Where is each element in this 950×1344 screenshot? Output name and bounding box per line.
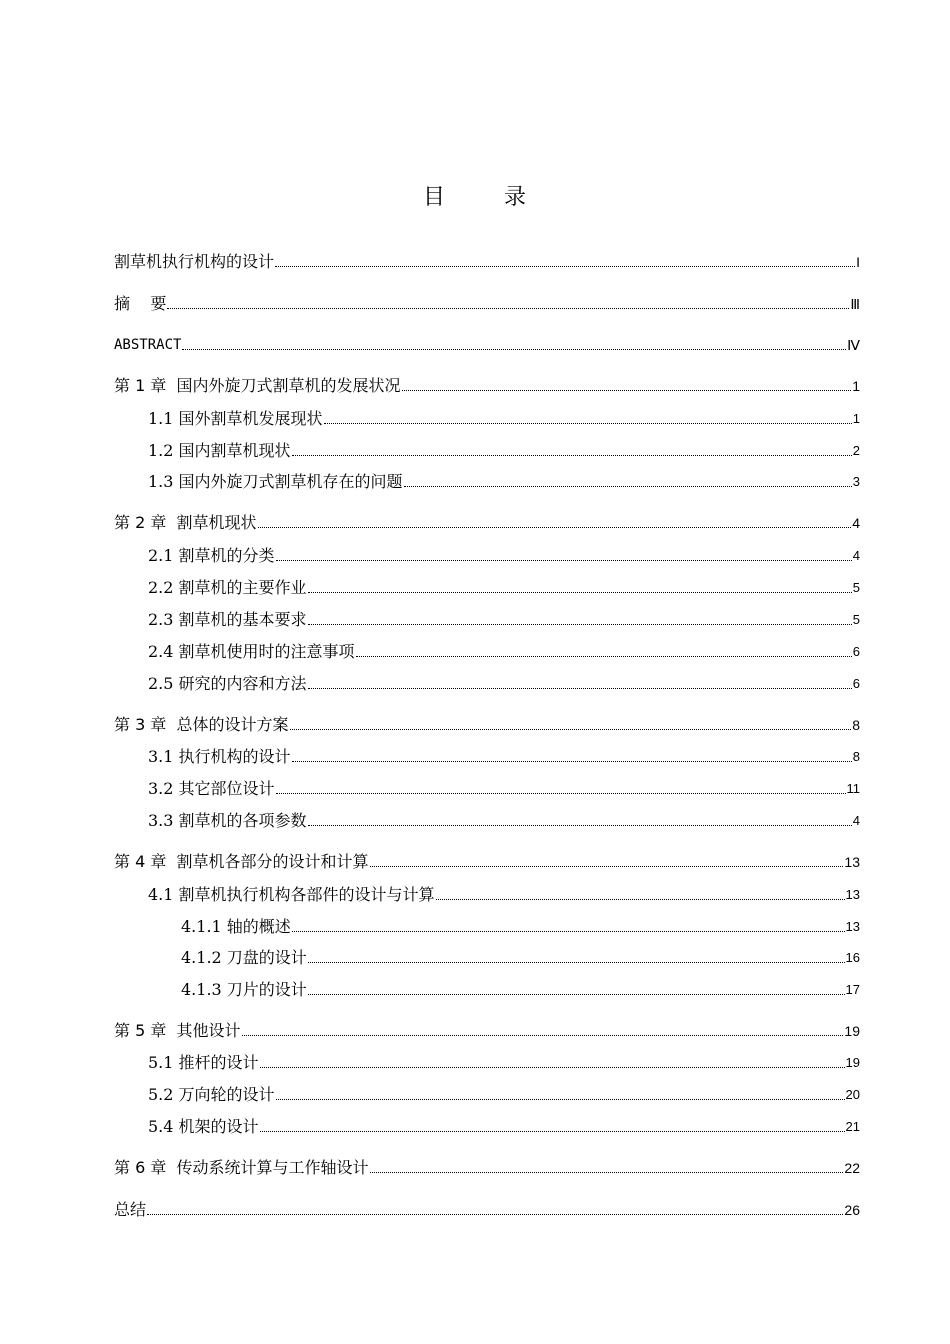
dot-leader bbox=[147, 1214, 843, 1215]
dot-leader bbox=[242, 1035, 844, 1036]
dot-leader bbox=[260, 1131, 845, 1132]
dot-leader bbox=[276, 1099, 845, 1100]
toc-entry-label: 5.2 万向轮的设计 bbox=[148, 1085, 275, 1104]
toc-entry-page: 20 bbox=[845, 1087, 860, 1102]
toc-entry-page: 4 bbox=[852, 548, 860, 563]
toc-entry-label: 5.1 推杆的设计 bbox=[148, 1053, 259, 1072]
dot-leader bbox=[308, 688, 852, 689]
dot-leader bbox=[308, 624, 852, 625]
dot-leader bbox=[308, 962, 845, 963]
toc-entry-label: ABSTRACT bbox=[114, 337, 182, 353]
toc-entry[interactable] bbox=[181, 976, 860, 1000]
toc-entry-page: Ⅳ bbox=[847, 337, 860, 353]
toc-entry-label: 第 4 章 割草机各部分的设计和计算 bbox=[114, 852, 369, 871]
toc-entry-page: 6 bbox=[852, 644, 860, 659]
toc-entry[interactable] bbox=[148, 437, 860, 461]
toc-entry[interactable] bbox=[114, 1154, 860, 1178]
toc-entry-page: 13 bbox=[844, 854, 860, 870]
toc-entry-page: 2 bbox=[852, 443, 860, 458]
dot-leader bbox=[290, 729, 852, 730]
dot-leader bbox=[275, 266, 855, 267]
toc-entry[interactable] bbox=[114, 848, 860, 872]
toc-entry-page: 19 bbox=[844, 1023, 860, 1039]
dot-leader bbox=[260, 1067, 845, 1068]
toc-entry-page: 6 bbox=[852, 676, 860, 691]
dot-leader bbox=[276, 793, 846, 794]
toc-entry-page: 1 bbox=[852, 378, 860, 394]
toc-entry-label: 第 1 章 国内外旋刀式割草机的发展状况 bbox=[114, 376, 401, 395]
toc-entry[interactable] bbox=[148, 606, 860, 630]
toc-entry[interactable] bbox=[148, 775, 860, 799]
toc-entry-label: 1.3 国内外旋刀式割草机存在的问题 bbox=[148, 472, 403, 491]
toc-entry[interactable] bbox=[114, 1196, 860, 1220]
toc-entry-label: 第 6 章 传动系统计算与工作轴设计 bbox=[114, 1158, 369, 1177]
toc-entry[interactable] bbox=[148, 468, 860, 492]
toc-entry-page: 8 bbox=[852, 717, 860, 733]
dot-leader bbox=[324, 423, 852, 424]
dot-leader bbox=[308, 825, 852, 826]
toc-entry-label: 第 5 章 其他设计 bbox=[114, 1021, 241, 1040]
dot-leader bbox=[356, 656, 852, 657]
toc-entry[interactable] bbox=[114, 290, 860, 314]
toc-entry-page: 3 bbox=[852, 474, 860, 489]
dot-leader bbox=[292, 455, 852, 456]
toc-entry-page: 17 bbox=[845, 982, 860, 997]
toc-entry[interactable] bbox=[148, 405, 860, 429]
dot-leader bbox=[308, 592, 852, 593]
toc-entry-label: 4.1.1 轴的概述 bbox=[181, 917, 291, 936]
toc-entry[interactable] bbox=[181, 944, 860, 968]
toc-entry-label: 2.1 割草机的分类 bbox=[148, 546, 275, 565]
toc-entry-label: 第 2 章 割草机现状 bbox=[114, 513, 257, 532]
toc-entry-page: 5 bbox=[852, 580, 860, 595]
toc-entry[interactable] bbox=[148, 1113, 860, 1137]
toc-entry-label: 2.5 研究的内容和方法 bbox=[148, 674, 307, 693]
toc-entry-page: 4 bbox=[852, 813, 860, 828]
toc-entry-label: 摘 要 bbox=[114, 294, 167, 313]
toc-entry-page: 13 bbox=[845, 919, 860, 934]
toc-entry[interactable] bbox=[114, 331, 860, 355]
toc-entry-page: 19 bbox=[845, 1055, 860, 1070]
toc-entry-label: 割草机执行机构的设计 bbox=[114, 252, 275, 271]
toc-entry-page: 11 bbox=[846, 781, 860, 796]
toc-entry-page: 26 bbox=[844, 1202, 860, 1218]
toc-entry-label: 3.2 其它部位设计 bbox=[148, 779, 275, 798]
toc-entry-label: 4.1.3 刀片的设计 bbox=[181, 980, 307, 999]
toc-entry-page: Ⅲ bbox=[850, 296, 860, 312]
toc-entry[interactable] bbox=[148, 574, 860, 598]
toc-entry-label: 1.1 国外割草机发展现状 bbox=[148, 409, 323, 428]
toc-entry-label: 1.2 国内割草机现状 bbox=[148, 441, 291, 460]
toc-entry[interactable] bbox=[181, 913, 860, 937]
dot-leader bbox=[370, 1172, 844, 1173]
toc-entry[interactable] bbox=[148, 807, 860, 831]
toc-entry[interactable] bbox=[148, 638, 860, 662]
toc-entry[interactable] bbox=[114, 372, 860, 396]
toc-entry[interactable] bbox=[148, 743, 860, 767]
toc-entry[interactable] bbox=[148, 1049, 860, 1073]
toc-entry-label: 3.3 割草机的各项参数 bbox=[148, 811, 307, 830]
toc-entry-page: 8 bbox=[852, 749, 860, 764]
toc-entry-label: 3.1 执行机构的设计 bbox=[148, 747, 291, 766]
toc-entry[interactable] bbox=[148, 542, 860, 566]
dot-leader bbox=[404, 486, 852, 487]
toc-entry-label: 2.4 割草机使用时的注意事项 bbox=[148, 642, 355, 661]
toc-entry-label: 2.3 割草机的基本要求 bbox=[148, 610, 307, 629]
dot-leader bbox=[402, 390, 852, 391]
toc-entry-page: 16 bbox=[845, 950, 860, 965]
toc-entry-page: 21 bbox=[845, 1119, 860, 1134]
toc-entry[interactable] bbox=[114, 711, 860, 735]
dot-leader bbox=[436, 899, 845, 900]
dot-leader bbox=[292, 931, 845, 932]
toc-entry-label: 2.2 割草机的主要作业 bbox=[148, 578, 307, 597]
toc-entry[interactable] bbox=[114, 1017, 860, 1041]
toc-entry-page: 22 bbox=[844, 1160, 860, 1176]
toc-entry-label: 4.1 割草机执行机构各部件的设计与计算 bbox=[148, 885, 435, 904]
toc-entry-label: 5.4 机架的设计 bbox=[148, 1117, 259, 1136]
toc-entry[interactable] bbox=[148, 881, 860, 905]
toc-title: 目 录 bbox=[423, 185, 552, 210]
dot-leader bbox=[292, 761, 852, 762]
toc-entry-page: 13 bbox=[845, 887, 860, 902]
dot-leader bbox=[276, 560, 852, 561]
toc-entry[interactable] bbox=[114, 509, 860, 533]
toc-entry-page: I bbox=[856, 254, 860, 270]
dot-leader bbox=[258, 527, 852, 528]
dot-leader bbox=[182, 349, 846, 350]
dot-leader bbox=[370, 866, 844, 867]
dot-leader bbox=[308, 994, 845, 995]
toc-entry-label: 第 3 章 总体的设计方案 bbox=[114, 715, 289, 734]
toc-entry-page: 5 bbox=[852, 612, 860, 627]
toc-entry[interactable] bbox=[114, 248, 860, 272]
toc-entry[interactable] bbox=[148, 670, 860, 694]
toc-entry-page: 1 bbox=[852, 411, 860, 426]
toc-entry[interactable] bbox=[148, 1081, 860, 1105]
toc-entry-label: 4.1.2 刀盘的设计 bbox=[181, 948, 307, 967]
dot-leader bbox=[167, 308, 849, 309]
toc-entry-page: 4 bbox=[852, 515, 860, 531]
toc-entry-label: 总结 bbox=[114, 1200, 147, 1219]
